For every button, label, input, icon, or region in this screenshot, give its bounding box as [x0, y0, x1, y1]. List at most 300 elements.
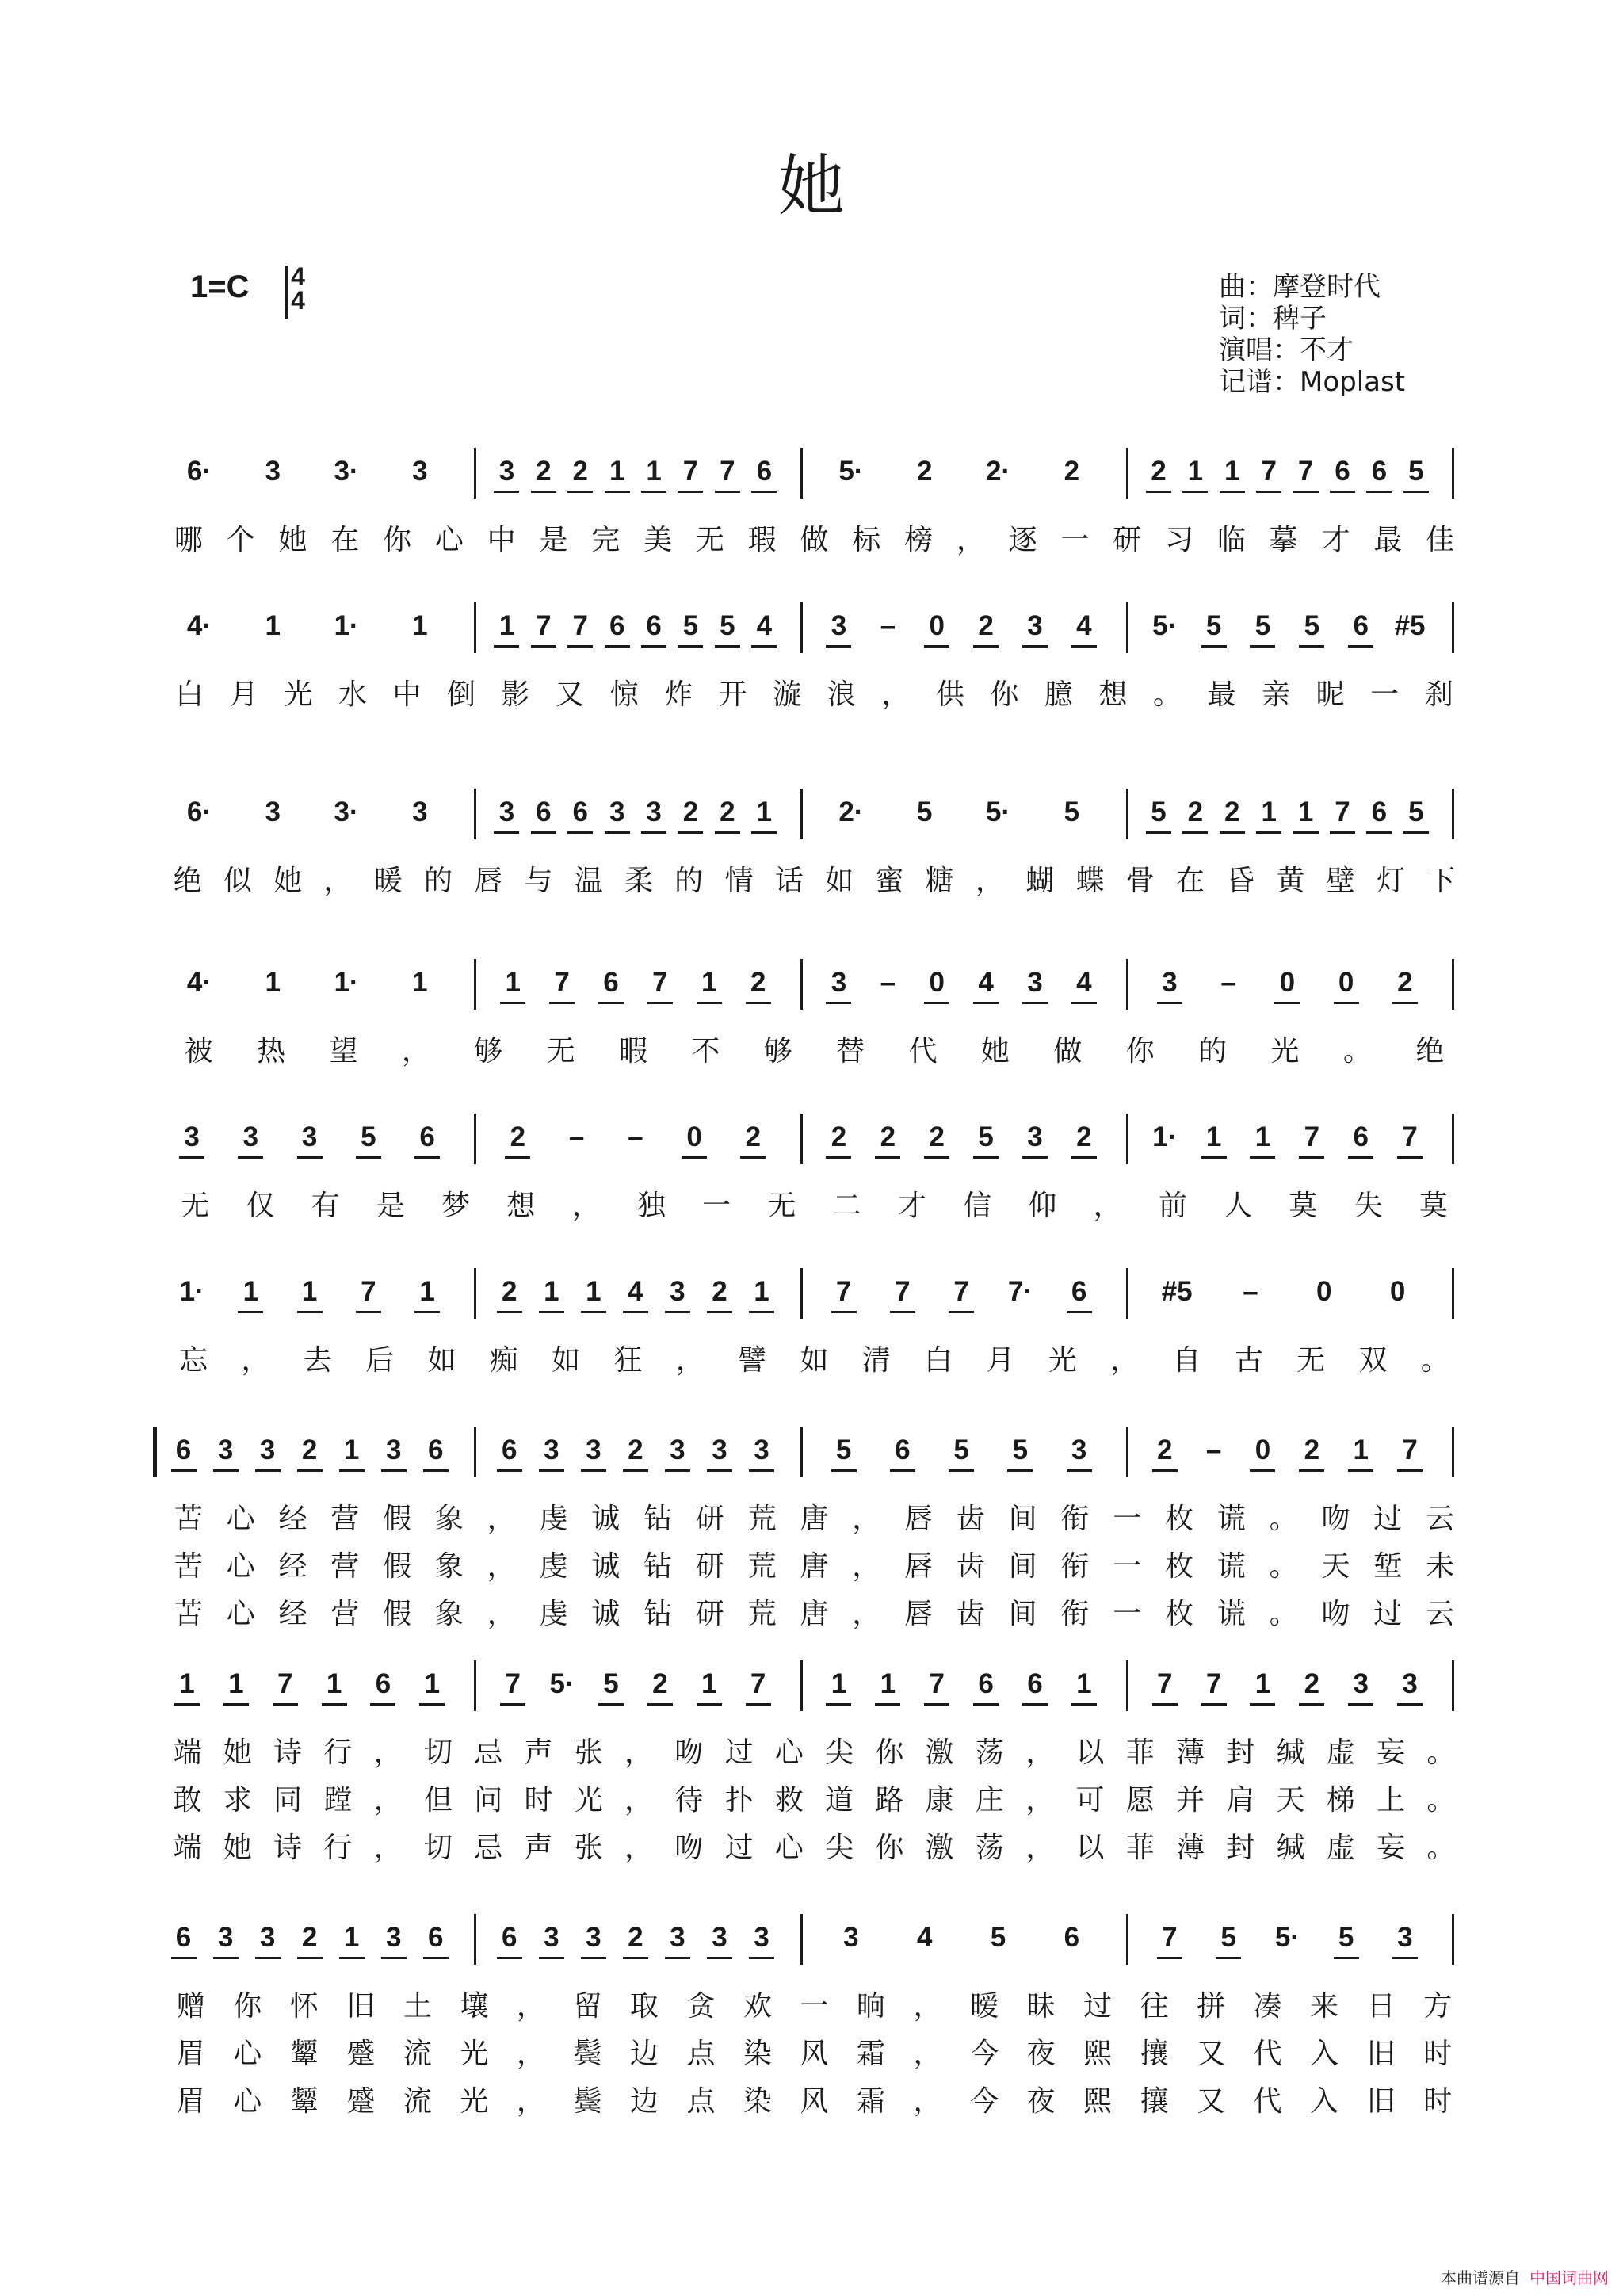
- lyric-char: 熙: [1083, 2085, 1113, 2118]
- note: 1·: [334, 967, 359, 998]
- note: 3: [754, 1435, 769, 1465]
- beam-underline: [973, 1156, 999, 1159]
- beam-underline: [1299, 1703, 1324, 1706]
- lyric-char: 声: [524, 1832, 553, 1864]
- lyric-char: 夜: [1026, 2085, 1056, 2118]
- lyric-char: ，: [675, 1344, 705, 1377]
- beam-underline: [505, 1156, 530, 1159]
- beam-underline: [1071, 1002, 1097, 1004]
- note: 2: [1076, 1121, 1092, 1152]
- beam-underline: [715, 491, 740, 493]
- note: 1: [412, 967, 428, 998]
- lyric-char: 梦: [441, 1190, 471, 1222]
- note: 6: [375, 1668, 391, 1699]
- lyric-char: 欢: [743, 1990, 772, 2023]
- lyric-char: 黄: [1276, 865, 1305, 897]
- beam-underline: [171, 1957, 197, 1959]
- note: 4: [628, 1276, 643, 1307]
- note: 5: [990, 1922, 1006, 1953]
- lyric-char: 望: [329, 1035, 358, 1068]
- lyric-char: 忌: [474, 1736, 503, 1769]
- beam-underline: [223, 1703, 249, 1706]
- lyric-char: 忘: [179, 1344, 208, 1377]
- beam-underline: [1348, 1156, 1373, 1159]
- lyric-char: 张: [574, 1832, 603, 1864]
- beam-underline: [1182, 831, 1208, 834]
- note: 2: [880, 1121, 896, 1152]
- lyric-char: 是: [539, 524, 568, 556]
- lyric-char: 留: [573, 1990, 602, 2023]
- lyric-char: 霜: [857, 2038, 886, 2070]
- lyric-char: 过: [724, 1736, 754, 1769]
- lyric-char: 清: [861, 1344, 891, 1377]
- note: 2: [536, 456, 552, 487]
- beam-underline: [1157, 1002, 1182, 1004]
- credit-singer: 演唱：不才: [1219, 334, 1354, 366]
- barline: [1452, 448, 1454, 499]
- beam-underline: [1392, 1002, 1418, 1004]
- beam-underline: [423, 1957, 449, 1959]
- lyric-char: ，: [881, 678, 911, 711]
- lyric-char: 一: [1370, 678, 1400, 711]
- note: #5: [1161, 1276, 1193, 1307]
- beam-underline: [924, 1002, 949, 1004]
- lyric-char: 枚: [1165, 1503, 1194, 1535]
- beam-underline: [924, 1156, 949, 1159]
- lyric-char: 声: [524, 1736, 553, 1769]
- lyric-char: 尖: [825, 1736, 854, 1769]
- lyric-char: 假: [383, 1598, 412, 1630]
- credit-lyricist: 词：稗子: [1219, 303, 1327, 334]
- note: 7: [895, 1276, 911, 1307]
- note: 6: [502, 1922, 517, 1953]
- note: 7·: [1007, 1276, 1033, 1307]
- lyric-char: 薄: [1176, 1736, 1205, 1769]
- lyric-char: 苦: [174, 1503, 203, 1535]
- note: 6: [427, 1922, 444, 1953]
- lyric-char: 有: [311, 1190, 340, 1222]
- beam-underline: [1293, 491, 1319, 493]
- lyric-char: ，: [516, 2038, 545, 2070]
- beam-underline: [1067, 1311, 1092, 1313]
- lyric-char: 同: [273, 1784, 303, 1817]
- beam-underline: [875, 1703, 900, 1706]
- time-signature-bottom: 4: [291, 286, 305, 315]
- beam-underline: [297, 1156, 323, 1159]
- lyric-char: 才: [1321, 524, 1350, 556]
- barline: [1126, 1427, 1128, 1477]
- lyric-char: ，: [373, 1736, 403, 1769]
- note: 4·: [186, 610, 212, 641]
- credit-transcriber: 记谱：Moplast: [1219, 366, 1406, 398]
- lyric-char: 亲: [1262, 678, 1291, 711]
- note: 0: [1338, 967, 1354, 998]
- note: 5·: [985, 797, 1011, 827]
- barline: [1452, 602, 1454, 653]
- lyric-char: 你: [875, 1832, 904, 1864]
- lyric-line-2: [0, 2031, 1623, 2069]
- lyric-char: 蝶: [1075, 865, 1105, 897]
- lyric-char: 譬: [738, 1344, 767, 1377]
- lyric-char: 浪: [827, 678, 856, 711]
- lyric-char: 灯: [1377, 865, 1406, 897]
- lyric-char: 熙: [1083, 2038, 1113, 2070]
- note: 0: [1279, 967, 1296, 998]
- lyric-char: 无: [767, 1190, 796, 1222]
- note: 4: [756, 610, 773, 641]
- beam-underline: [1220, 831, 1245, 834]
- beam-underline: [1216, 1957, 1241, 1959]
- note: –: [1220, 967, 1236, 998]
- lyric-char: 最: [1207, 678, 1236, 711]
- note: 7: [1335, 797, 1350, 827]
- beam-underline: [1397, 1469, 1423, 1472]
- beam-underline: [255, 1957, 281, 1959]
- note: 3: [242, 1121, 259, 1152]
- note: 7: [1162, 1922, 1178, 1953]
- note: 7: [1402, 1435, 1418, 1465]
- beam-underline: [826, 645, 851, 648]
- beam-underline: [598, 1703, 624, 1706]
- lyric-char: 。: [1426, 1784, 1456, 1817]
- note: 3: [217, 1435, 234, 1465]
- note: 1: [831, 1668, 847, 1699]
- lyric-char: ，: [975, 865, 1004, 897]
- lyric-line-3: [0, 2079, 1623, 2117]
- lyric-char: ，: [1025, 1736, 1055, 1769]
- lyric-char: 双: [1358, 1344, 1388, 1377]
- beam-underline: [751, 491, 777, 493]
- beam-underline: [598, 1002, 624, 1004]
- note: 2·: [838, 797, 864, 827]
- note: 3: [1162, 967, 1178, 998]
- lyric-char: 美: [643, 524, 673, 556]
- lyric-char: 旧: [1366, 2038, 1396, 2070]
- lyric-char: 暇: [619, 1035, 648, 1068]
- beam-underline: [1348, 645, 1373, 648]
- beam-underline: [1348, 1469, 1373, 1472]
- beam-underline: [890, 1469, 915, 1472]
- note: 5: [1012, 1435, 1029, 1465]
- lyric-char: ，: [624, 1736, 654, 1769]
- barline: [1452, 1268, 1454, 1319]
- notation-line: [0, 1914, 1623, 1962]
- note: 6: [175, 1922, 192, 1953]
- beam-underline: [1250, 1156, 1275, 1159]
- beam-underline: [381, 1957, 407, 1959]
- lyric-char: 不: [691, 1035, 720, 1068]
- barline: [800, 959, 803, 1010]
- note: 2: [502, 1276, 517, 1307]
- beam-underline: [697, 1703, 722, 1706]
- lyric-char: ，: [487, 1598, 516, 1630]
- footer: [1441, 2265, 1609, 2288]
- lyric-char: 惊: [609, 678, 639, 711]
- note: 4: [1076, 967, 1092, 998]
- lyric-char: 时: [1423, 2085, 1453, 2118]
- note: 3: [712, 1922, 727, 1953]
- note: 3: [412, 797, 428, 827]
- barline: [1126, 959, 1128, 1010]
- note: 6: [895, 1435, 911, 1465]
- lyric-char: 莫: [1419, 1190, 1448, 1222]
- lyric-char: 研: [1113, 524, 1142, 556]
- lyric-char: 假: [383, 1550, 412, 1583]
- lyric-char: 似: [223, 865, 252, 897]
- lyric-char: 时: [524, 1784, 553, 1817]
- beam-underline: [1152, 1703, 1178, 1706]
- lyric-char: 光: [574, 1784, 603, 1817]
- lyric-char: 你: [990, 678, 1019, 711]
- lyric-char: 诚: [591, 1503, 621, 1535]
- note: 3: [670, 1276, 685, 1307]
- beam-underline: [623, 1311, 648, 1313]
- note: 6: [175, 1435, 192, 1465]
- note: 3: [754, 1922, 769, 1953]
- footer-site: 中国词曲网: [1529, 2268, 1609, 2287]
- note: 5: [1338, 1922, 1354, 1953]
- notation-line: [0, 448, 1623, 495]
- lyric-char: 激: [925, 1736, 954, 1769]
- lyric-char: 庄: [975, 1784, 1004, 1817]
- lyric-char: 够: [474, 1035, 503, 1068]
- lyric-char: 被: [184, 1035, 213, 1068]
- note: 1: [1254, 1668, 1271, 1699]
- lyric-char: 如: [825, 865, 854, 897]
- note: 2: [745, 1121, 762, 1152]
- note: 3: [1402, 1668, 1418, 1699]
- lyric-char: 昏: [1226, 865, 1255, 897]
- lyric-char: 一: [1060, 524, 1090, 556]
- lyric-char: 蹙: [346, 2038, 376, 2070]
- beam-underline: [1146, 491, 1171, 493]
- lyric-char: 漩: [773, 678, 802, 711]
- note: 5: [1254, 610, 1271, 641]
- barline: [1452, 1914, 1454, 1965]
- beam-underline: [297, 1957, 323, 1959]
- note: 2: [1224, 797, 1240, 827]
- lyric-char: 狂: [613, 1344, 643, 1377]
- barline: [1452, 1660, 1454, 1711]
- barline: [800, 1427, 803, 1477]
- lyric-char: ，: [1110, 1344, 1140, 1377]
- lyric-char: ，: [913, 2085, 942, 2118]
- note: 0: [929, 610, 945, 641]
- lyric-char: 逐: [1008, 524, 1037, 556]
- lyric-char: 摹: [1269, 524, 1298, 556]
- note: 7: [361, 1276, 376, 1307]
- note: 2: [572, 456, 588, 487]
- note: 6: [1353, 1121, 1369, 1152]
- note: 3: [1027, 610, 1043, 641]
- beam-underline: [567, 645, 593, 648]
- lyric-char: 荒: [747, 1550, 777, 1583]
- lyric-char: 谎: [1216, 1503, 1246, 1535]
- note: 5: [682, 610, 699, 641]
- lyric-char: ，: [487, 1503, 516, 1535]
- lyric-char: 在: [330, 524, 360, 556]
- beam-underline: [665, 1957, 690, 1959]
- lyric-char: 中: [392, 678, 422, 711]
- lyric-char: 诚: [591, 1550, 621, 1583]
- lyric-char: 壁: [1326, 865, 1355, 897]
- lyric-char: 。: [1269, 1550, 1298, 1583]
- note: 7: [572, 610, 588, 641]
- lyric-char: 无: [181, 1190, 210, 1222]
- beam-underline: [746, 1002, 771, 1004]
- lyric-char: 封: [1226, 1832, 1255, 1864]
- beam-underline: [238, 1156, 263, 1159]
- lyric-char: 营: [330, 1503, 360, 1535]
- lyric-char: 缄: [1276, 1736, 1305, 1769]
- lyric-char: 今: [970, 2038, 999, 2070]
- lyric-char: 中: [487, 524, 516, 556]
- beam-underline: [414, 1156, 440, 1159]
- lyric-char: 虚: [1326, 1832, 1355, 1864]
- beam-underline: [665, 1311, 690, 1313]
- lyric-char: ，: [487, 1550, 516, 1583]
- lyric-char: ，: [624, 1832, 654, 1864]
- note: 2: [510, 1121, 526, 1152]
- note: 3: [670, 1435, 685, 1465]
- note: 6: [609, 610, 625, 641]
- beam-underline: [171, 1469, 197, 1472]
- note: –: [880, 967, 896, 998]
- lyric-line-1: [0, 1496, 1623, 1534]
- note: 7: [554, 967, 570, 998]
- beam-underline: [1274, 1002, 1300, 1004]
- lyric-char: 流: [403, 2085, 432, 2118]
- lyric-char: 妄: [1377, 1736, 1406, 1769]
- notation-line: [0, 789, 1623, 836]
- note: 3: [217, 1922, 234, 1953]
- lyric-char: 端: [173, 1736, 202, 1769]
- lyric-char: ，: [241, 1344, 270, 1377]
- lyric-char: 衔: [1060, 1550, 1090, 1583]
- lyric-char: 以: [1075, 1736, 1105, 1769]
- note: 1: [1353, 1435, 1369, 1465]
- lyric-char: 菲: [1125, 1736, 1155, 1769]
- lyric-char: 云: [1426, 1503, 1455, 1535]
- beam-underline: [1201, 1703, 1227, 1706]
- note: 1: [301, 1276, 318, 1307]
- lyric-char: 。: [1426, 1832, 1456, 1864]
- lyric-char: 与: [524, 865, 553, 897]
- lyric-char: 无: [1296, 1344, 1326, 1377]
- beam-underline: [1403, 491, 1429, 493]
- lyric-char: 你: [875, 1736, 904, 1769]
- beam-underline: [1201, 645, 1227, 648]
- lyric-char: ，: [852, 1503, 881, 1535]
- barline: [800, 1914, 803, 1965]
- note: 1: [756, 797, 773, 827]
- beam-underline: [539, 1469, 564, 1472]
- lyric-char: 研: [695, 1550, 724, 1583]
- lyric-char: 间: [1008, 1503, 1037, 1535]
- beam-underline: [213, 1957, 239, 1959]
- note: 5: [1220, 1922, 1236, 1953]
- note: 2: [1151, 456, 1167, 487]
- beam-underline: [831, 1311, 857, 1313]
- lyric-char: 时: [1423, 2038, 1453, 2070]
- beam-underline: [1201, 1156, 1227, 1159]
- lyric-char: 榜: [904, 524, 934, 556]
- note: 5: [835, 1435, 852, 1465]
- lyric-char: 唇: [904, 1550, 934, 1583]
- lyric-char: 薄: [1176, 1832, 1205, 1864]
- lyric-char: 康: [925, 1784, 954, 1817]
- lyric-char: 瑕: [747, 524, 777, 556]
- lyric-char: 可: [1075, 1784, 1105, 1817]
- beam-underline: [1022, 1156, 1048, 1159]
- lyric-char: 眉: [176, 2038, 205, 2070]
- note: 0: [1316, 1276, 1332, 1307]
- lyric-char: 。: [1269, 1598, 1298, 1630]
- barline: [474, 1268, 476, 1319]
- lyric-char: 取: [629, 1990, 659, 2023]
- beam-underline: [356, 1156, 381, 1159]
- lyric-char: 她: [223, 1736, 252, 1769]
- note: 7: [953, 1276, 969, 1307]
- beam-underline: [531, 831, 556, 834]
- time-signature-bar: [285, 266, 288, 319]
- lyric-char: 钻: [643, 1598, 673, 1630]
- lyric-char: 虔: [539, 1503, 568, 1535]
- lyric-char: 蝴: [1025, 865, 1055, 897]
- note: 0: [1254, 1435, 1271, 1465]
- note: 3: [843, 1922, 859, 1953]
- lyric-char: 入: [1310, 2038, 1339, 2070]
- lyric-char: 以: [1075, 1832, 1105, 1864]
- lyric-char: 前: [1158, 1190, 1187, 1222]
- note: 3: [831, 967, 847, 998]
- beam-underline: [623, 1957, 648, 1959]
- lyric-char: 。: [1153, 678, 1182, 711]
- note: 5: [1304, 610, 1320, 641]
- note: –: [880, 610, 896, 641]
- lyric-char: 风: [800, 2085, 829, 2118]
- note: 2: [1304, 1668, 1320, 1699]
- beam-underline: [497, 1957, 522, 1959]
- beam-underline: [1330, 831, 1355, 834]
- beam-underline: [1392, 1957, 1418, 1959]
- note: 5: [1408, 456, 1424, 487]
- lyric-char: 激: [925, 1832, 954, 1864]
- lyric-line-2: [0, 1544, 1623, 1582]
- lyric-char: 往: [1140, 1990, 1169, 2023]
- lyric-char: ，: [373, 1832, 403, 1864]
- beam-underline: [356, 1311, 381, 1313]
- lyric-char: ，: [373, 1784, 403, 1817]
- note: 2: [628, 1922, 643, 1953]
- lyric-char: 边: [629, 2085, 659, 2118]
- beam-underline: [500, 1703, 525, 1706]
- lyric-char: 影: [501, 678, 530, 711]
- note: 2: [1064, 456, 1080, 487]
- barline: [474, 448, 476, 499]
- note: 7: [1297, 456, 1314, 487]
- note: 1: [1205, 1121, 1222, 1152]
- beam-underline: [715, 831, 740, 834]
- beam-underline: [419, 1703, 445, 1706]
- lyric-char: 夜: [1026, 2038, 1056, 2070]
- note: 6: [1371, 797, 1388, 827]
- lyric-char: 古: [1234, 1344, 1263, 1377]
- note: 3: [1027, 1121, 1043, 1152]
- lyric-char: 是: [376, 1190, 405, 1222]
- lyric-char: 。: [1342, 1035, 1372, 1068]
- credit-composer: 曲：摩登时代: [1219, 271, 1381, 303]
